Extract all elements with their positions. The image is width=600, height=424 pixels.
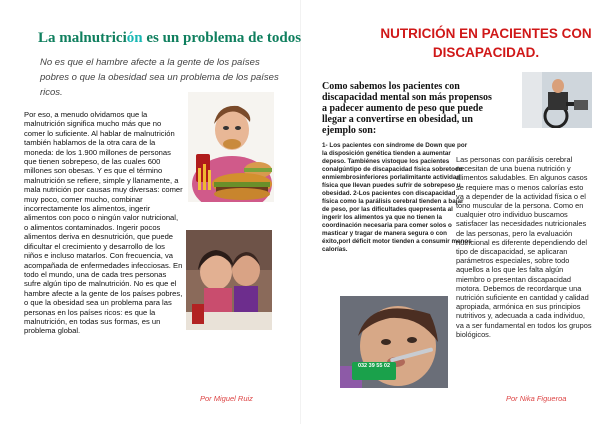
video-timer-badge: 032 39 55 02 [352, 362, 396, 380]
left-body-text: Por eso, a menudo olvidamos que la malnutrición significa mucho más que no comer lo suficiente. Al hablar de malnutrición también hablamos de la otra cara de la moneda: de los 1.900 millones de personas que tienen sobrepeso, de las cuales 600 millones son obesas. Y es que el término malnutrición se refiere, simple y llanamente, a mala nutrición por causas muy diversas: comer muy poco, comer mucho, combinar incorrectamente los alimentos, ingerir alimentos con poco o ningún valor nutricional, o alimentos contaminados. Ingerir pocos alimentos deriva en desnutrición, que puede dificultar el crecimiento y desarrollo de los niños e incluso matarlos. Con frecuencia, va acompañada de enfermedades infecciosas. En todo el mundo, una de cada tres personas sufre algún tipo de malnutrición. No es que el hambre afecte a la gente de los países pobres, o que la obesidad sea un problema para las personas en los países ricos: es que la malnutrición, en todas sus formas, es un problema global. [24, 110, 183, 336]
right-title: NUTRICIÓN EN PACIENTES CON DISCAPACIDAD. [380, 26, 592, 60]
right-heading: Como sabemos los pacientes con discapacidad mental son más propensos a padecer aumento de peso que puede llegar a convertirse en obesidad, un ejemplo son: [322, 81, 492, 136]
right-list-text: 1- Los pacientes con síndrome de Down que por la disposición genética tienden a aumentar depeso. Tambiénes vistoque los pacientes conalgúntipo de discapacidad física sobretodo enmiembrosinferiores porlalimitante actividad física que llevan puedes sufrir de sobrepeso u obesidad. 2-Los pacientes con discapacidad física como la parálisis cerebral tienden a bajar de peso, por las dificultades quepresenta al ingerir los alimentos ya que no tienen la coordinación necesaria para comer solos o masticar y tragar de manera segura o con éxito,porl déficit motor tienden a consumir menos calorías. [322, 142, 472, 253]
girl-at-table-photo [186, 230, 272, 330]
right-signature: Por Nika Figueroa [506, 394, 567, 403]
page-fold [300, 0, 301, 424]
left-signature: Por Miguel Ruiz [200, 394, 253, 403]
boy-wheelchair-photo [522, 72, 592, 128]
left-subtitle: No es que el hambre afecte a la gente de los países pobres o que la obesidad sea un problema de los países ricos. [40, 57, 279, 98]
burgers-fries-photo [196, 154, 286, 202]
left-title: La malnutrición es un problema de todos [38, 30, 302, 46]
right-body-text: Las personas con parálisis cerebral necesitan de una buena nutrición y alimentos saludables. En algunos casos se requiere mas o menos calorías esto va a depender de la actividad física o el tono muscular de la persona. Como en cualquier otro individuo buscamos satisfacer las necesidades nutricionales de las personas, pero la evaluación nutricional es diferente dependiendo del tipo de discapacidad, se aplicaran parámetros especiales, sobre todo aquellos a los que les falta algún miembro o presentan discapacidad motora. Debemos de recordarque una nutrición suficiente en cantidad y calidad apropiada, armónica en sus principios nutritivos y, adecuada a cada individuo, va a ser fundamental en todos los grupos biológicos. [456, 155, 592, 339]
